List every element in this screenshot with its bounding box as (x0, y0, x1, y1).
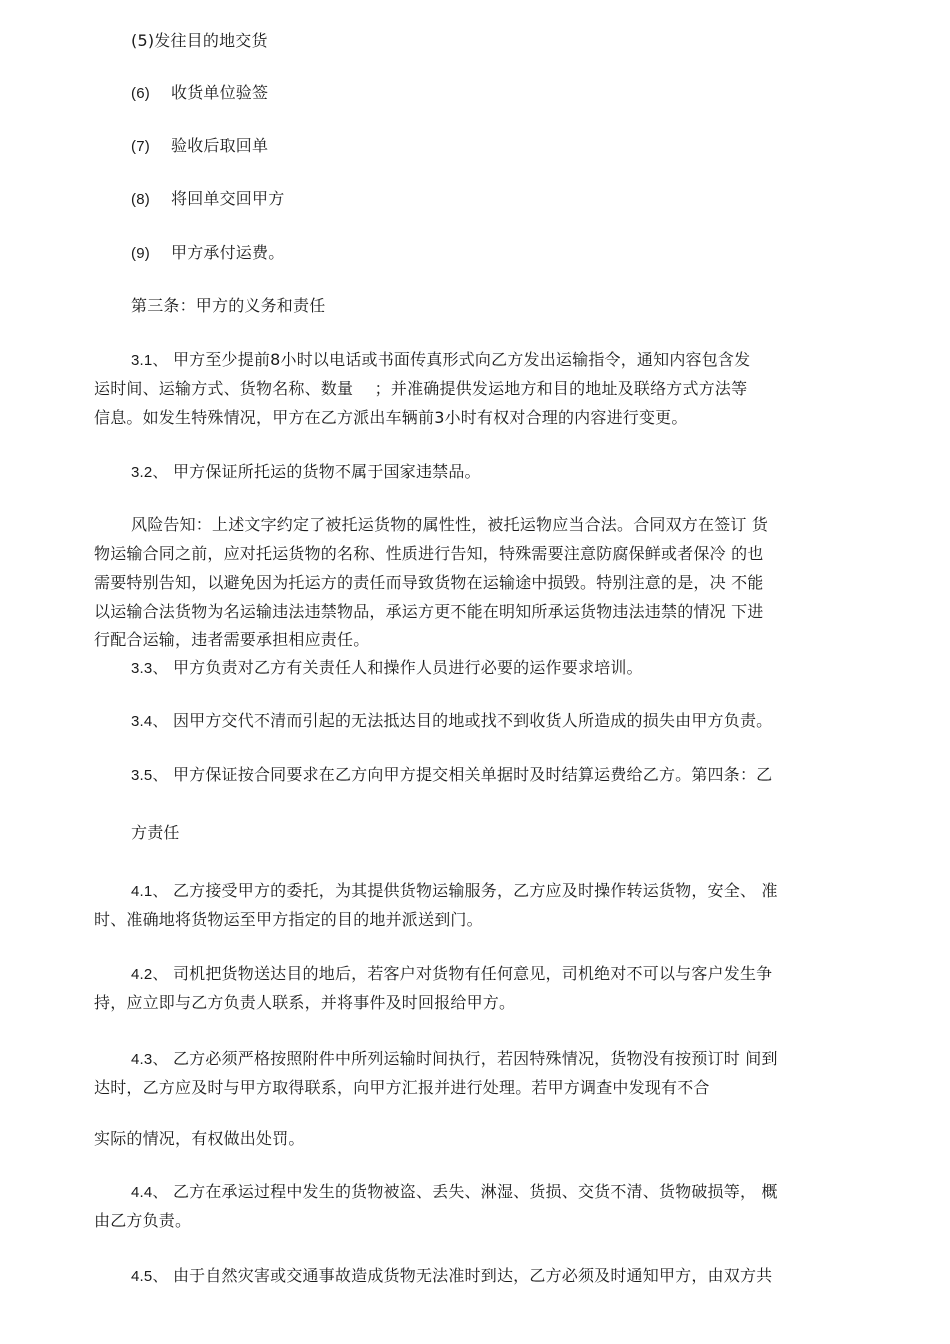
clause-4-2-prefix: 4.2、 (131, 966, 168, 983)
clause-3-4 (131, 710, 772, 733)
step-6-num: (6) (131, 85, 150, 102)
clause-3-3 (131, 657, 643, 680)
step-9 (131, 242, 284, 265)
step-6 (131, 82, 268, 105)
clause-3-1-line-3: 信息。如发生特殊情况，甲方在乙方派出车辆前3小时有权对合理的内容进行变更。 (94, 408, 688, 427)
clause-4-4-line-2: 由乙方负责。 (94, 1211, 192, 1230)
step-9-num: (9) (131, 245, 150, 262)
clause-4-2-line-1 (131, 963, 772, 986)
clause-4-5-line-1 (131, 1265, 772, 1288)
clause-4-1-prefix: 4.1、 (131, 883, 168, 900)
clause-3-1-line-2: 运时间、运输方式、货物名称、数量 ；并准确提供发运地方和目的地址及联络方式方法等 (94, 379, 748, 398)
clause-3-3-text: 甲方负责对乙方有关责任人和操作人员进行必要的运作要求培训。 (172, 658, 643, 677)
clause-4-3-line-2: 达时，乙方应及时与甲方取得联系，向甲方汇报并进行处理。若甲方调查中发现有不合 (94, 1078, 710, 1097)
clause-4-2-line-2: 持，应立即与乙方负责人联系，并将事件及时回报给甲方。 (94, 993, 516, 1012)
clause-3-1-line-1 (131, 349, 750, 372)
clause-3-4-prefix: 3.4、 (131, 713, 168, 730)
clause-3-2-prefix: 3.2、 (131, 464, 168, 481)
clause-3-1-prefix: 3.1、 (131, 352, 168, 369)
clause-4-4-prefix: 4.4、 (131, 1184, 168, 1201)
clause-3-4-text: 因甲方交代不清而引起的无法抵达目的地或找不到收货人所造成的损失由甲方负责。 (172, 711, 773, 730)
article-4-heading-cont: 方责任 (131, 823, 180, 842)
step-5 (131, 30, 268, 52)
step-5-text: (5)发往目的地交货 (131, 31, 268, 50)
step-7 (131, 135, 268, 158)
step-7-text: 验收后取回单 (171, 136, 269, 155)
clause-3-5 (131, 764, 772, 787)
clause-3-5-prefix: 3.5、 (131, 767, 168, 784)
step-8 (131, 188, 284, 211)
step-9-text: 甲方承付运费。 (171, 243, 285, 262)
clause-4-4-text-1: 乙方在承运过程中发生的货物被盗、丢失、淋湿、货损、交货不清、货物破损等， 概 (172, 1182, 778, 1201)
step-8-text: 将回单交回甲方 (171, 189, 285, 208)
risk-notice-line-2: 物运输合同之前，应对托运货物的名称、性质进行告知，特殊需要注意防腐保鲜或者保冷 的也 (94, 544, 764, 563)
clause-4-2-text-1: 司机把货物送达目的地后，若客户对货物有任何意见，司机绝对不可以与客户发生争 (172, 964, 773, 983)
risk-notice-line-1: 风险告知：上述文字约定了被托运货物的属性性，被托运物应当合法。合同双方在签订 货 (131, 515, 769, 534)
clause-4-3-text-1: 乙方必须严格按照附件中所列运输时间执行，若因特殊情况，货物没有按预订时 间到 (172, 1049, 778, 1068)
step-7-num: (7) (131, 138, 150, 155)
risk-notice-line-3: 需要特别告知，以避免因为托运方的责任而导致货物在运输途中损毁。特别注意的是，决 不能 (94, 573, 764, 592)
clause-4-5-text-1: 由于自然灾害或交通事故造成货物无法准时到达，乙方必须及时通知甲方，由双方共 (172, 1266, 773, 1285)
clause-3-3-prefix: 3.3、 (131, 660, 168, 677)
risk-notice-line-4: 以运输合法货物为名运输违法违禁物品，承运方更不能在明知所承运货物违法违禁的情况 下进 (94, 602, 764, 621)
clause-3-2 (131, 461, 481, 484)
clause-4-3-prefix: 4.3、 (131, 1051, 168, 1068)
article-3-heading: 第三条：甲方的义务和责任 (131, 296, 326, 315)
risk-notice-line-5: 行配合运输，违者需要承担相应责任。 (94, 630, 370, 649)
step-6-text: 收货单位验签 (171, 83, 269, 102)
clause-3-2-text: 甲方保证所托运的货物不属于国家违禁品。 (172, 462, 481, 481)
clause-4-3-line-3: 实际的情况，有权做出处罚。 (94, 1129, 305, 1148)
step-8-num: (8) (131, 191, 150, 208)
clause-3-1-text-1: 甲方至少提前8小时以电话或书面传真形式向乙方发出运输指令，通知内容包含发 (172, 350, 751, 369)
clause-3-5-text: 甲方保证按合同要求在乙方向甲方提交相关单据时及时结算运费给乙方。第四条：乙 (172, 765, 773, 784)
clause-4-5-prefix: 4.5、 (131, 1268, 168, 1285)
clause-4-1-text-1: 乙方接受甲方的委托，为其提供货物运输服务，乙方应及时操作转运货物，安全、 准 (172, 881, 778, 900)
clause-4-1-line-2: 时、准确地将货物运至甲方指定的目的地并派送到门。 (94, 910, 483, 929)
clause-4-3-line-1 (131, 1048, 778, 1071)
clause-4-1-line-1 (131, 880, 778, 903)
clause-4-4-line-1 (131, 1181, 778, 1204)
